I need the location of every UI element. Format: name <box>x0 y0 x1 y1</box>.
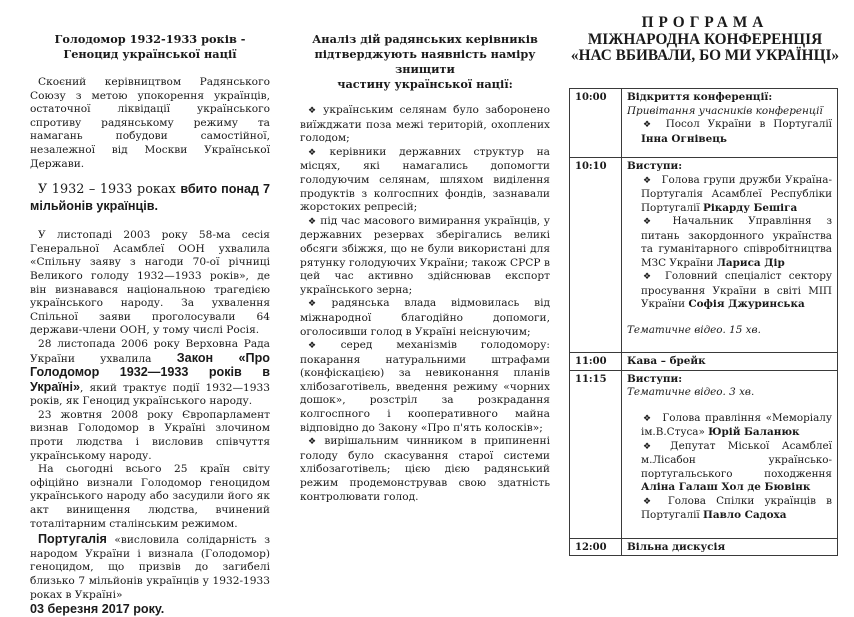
event-cell <box>622 158 838 353</box>
list-item <box>300 104 550 146</box>
list-item <box>300 146 550 215</box>
table-row <box>570 370 838 538</box>
event-cell <box>622 370 838 538</box>
victims-paragraph <box>30 181 270 215</box>
left-column <box>30 0 270 617</box>
speaker-role: Голова правління «Меморіалу ім.В.Стуса» <box>641 411 832 438</box>
time-cell: 12:00 <box>570 538 622 556</box>
speaker-item <box>641 270 832 312</box>
victims-prefix: У 1932 – 1933 роках <box>38 182 181 198</box>
speaker-role: Депутат Міської Асамблеї м.Лісабон українсько-португальського походження <box>641 439 832 480</box>
diamond-bullet-icon: ❖ <box>643 175 652 186</box>
speaker-item <box>641 215 832 270</box>
diamond-bullet-icon: ❖ <box>643 441 661 452</box>
event-title: Кава – брейк <box>627 355 706 367</box>
list-item <box>300 215 550 298</box>
holodomor-heading <box>30 32 270 62</box>
list-item-text: під час масового вимирання українців, у державних резервах зберігались великі обсяги збіжжя, що не були використані для рятунку голодуючих України; також СРСР в цей час активно здійснював експорт українського зерна; <box>300 214 550 296</box>
table-row <box>570 538 838 556</box>
portugal-text: «висловила солідарність з народом України і визнала (Голодомор) геноцидом, що призвів до загибелі близько 7 мільйонів українців у 1932-1933 роках в Україні» <box>30 534 270 601</box>
europarliament-paragraph: 23 жовтня 2008 року Європарламент визнав Голодомор в Україні злочином проти людства і висловив співчуття українському народу. <box>30 408 270 462</box>
table-row <box>570 89 838 158</box>
event-cell <box>622 353 838 371</box>
event-title: Відкриття конференції: <box>627 91 773 103</box>
portugal-date: 03 березня 2017 року. <box>30 602 165 617</box>
list-item <box>300 339 550 435</box>
countries-paragraph: На сьогодні всього 25 країн світу офіційно визнали Голодомор геноцидом українського народу або засудили його як акт винищення людства, вчинений тоталітарним сталінським режимом. <box>30 463 270 530</box>
un-paragraph: У листопаді 2003 року 58-ма сесія Генеральної Асамблеї ООН ухвалила «Спільну заяву з нагоди 70-ої річниці Великого голоду 1932—1933 років», де він визнавався національною трагедією українського народу. За ухвалення Спільної заяви проголосували 64 держави-члени ООН, у тому числі Росія. <box>30 229 270 337</box>
list-item-text: керівники державних структур на місцях, які намагались допомогти голодуючим селянам, шляхом виділення продуктів з колгоспних фондів, зазнавали жорстоких репресій; <box>300 145 550 214</box>
event-cell <box>622 538 838 556</box>
list-item-text: українським селянам було заборонено виїжджати поза межі територій, охоплених голодом; <box>300 104 550 145</box>
speaker-role: Головний спеціаліст сектору просування України в світі МІП України <box>641 270 832 310</box>
table-row <box>570 353 838 371</box>
list-item-text: вирішальним чинником в припиненні голоду було скасування старої системи хлібозаготівель; цією дією радянський режим продемонстрував свою здатність контролювати голод. <box>300 435 550 503</box>
video-note: Тематичне відео. 15 хв. <box>627 323 761 336</box>
middle-column <box>300 0 550 504</box>
list-item <box>300 297 550 339</box>
heading-line: Геноцид української нації <box>63 47 237 61</box>
time-cell: 10:00 <box>570 89 622 158</box>
diamond-bullet-icon: ❖ <box>643 272 656 282</box>
diamond-bullet-icon: ❖ <box>643 120 656 130</box>
speaker-role: Голова Спілки українців в Португалії <box>641 494 832 521</box>
diamond-bullet-icon: ❖ <box>643 496 658 507</box>
diamond-bullet-icon: ❖ <box>308 106 320 116</box>
speaker-item <box>641 118 832 146</box>
event-title: Виступи: <box>627 372 683 385</box>
program-column <box>565 0 845 553</box>
event-title: Виступи: <box>627 160 683 172</box>
diamond-bullet-icon: ❖ <box>308 216 317 227</box>
portugal-label: Португалія <box>38 532 107 547</box>
victims-count: вбито понад 7 мільйонів українців. <box>30 182 270 214</box>
event-subtitle: Тематичне відео. 3 хв. <box>627 386 755 398</box>
time-cell: 10:10 <box>570 158 622 353</box>
program-table <box>569 88 838 556</box>
heading-line: підтверджують наявність наміру знищити <box>314 47 536 76</box>
diamond-bullet-icon: ❖ <box>308 147 326 158</box>
speaker-item <box>641 440 832 495</box>
conference-name: «НАС ВБИВАЛИ, БО МИ УКРАЇНЦІ» <box>570 47 840 64</box>
speaker-name: Юрій Баланюк <box>708 426 800 438</box>
speaker-name: Рікарду Бешіга <box>703 201 798 214</box>
table-row <box>570 158 838 353</box>
list-item-text: серед механізмів голодомору: покарання натуральними штрафами (конфіскацією) за невиконання планів хлібозаготівель, введення режиму «чорних дошок», розстріл за розкрадання колгоспного і кооперативного майна відповідно до Закону «Про п'ять колосків»; <box>300 339 550 434</box>
rada-prefix: 28 листопада 2006 року Верховна Рада України ухвалила <box>30 337 270 365</box>
speaker-name: Павло Садоха <box>703 509 787 521</box>
speaker-name: Лариса Дір <box>716 256 785 269</box>
event-title: Вільна дискусія <box>627 540 726 553</box>
heading-line: Аналіз дій радянських керівників <box>312 32 538 46</box>
heading-line: частину української нації: <box>337 77 513 91</box>
event-cell <box>622 89 838 158</box>
speaker-item <box>641 495 832 523</box>
diamond-bullet-icon: ❖ <box>308 437 321 448</box>
list-item <box>300 435 550 504</box>
speaker-role: Голова групи дружби Україна-Португалія Асамблеї Республіки Португалії <box>641 173 832 214</box>
speaker-name: Софія Джуринська <box>688 298 805 310</box>
intro-paragraph: Скоєний керівництвом Радянського Союзу з метою упокорення українців, остаточної ліквідації українського спротиву радянському режиму та намагань побудови самостійної, незалежної від Москви Української Держави. <box>30 76 270 170</box>
program-title <box>565 15 845 65</box>
analysis-heading <box>300 32 550 92</box>
heading-line: Голодомор 1932-1933 років - <box>54 32 246 46</box>
speaker-role: Посол України в Португалії <box>665 118 832 130</box>
diamond-bullet-icon: ❖ <box>643 217 663 227</box>
speaker-name: Аліна Галаш Хол де Бювінк <box>641 481 811 493</box>
rada-paragraph <box>30 338 270 409</box>
diamond-bullet-icon: ❖ <box>308 341 337 352</box>
conference-type: МІЖНАРОДНА КОНФЕРЕНЦІЯ <box>587 30 823 48</box>
speaker-item <box>641 412 832 440</box>
speaker-name: Інна Огнівець <box>641 132 727 145</box>
event-subtitle: Привітання учасників конференції <box>627 104 823 117</box>
diamond-bullet-icon: ❖ <box>308 299 328 310</box>
program-heading: ПРОГРАМА <box>641 14 769 31</box>
diamond-bullet-icon: ❖ <box>643 413 653 424</box>
time-cell: 11:15 <box>570 370 622 538</box>
time-cell: 11:00 <box>570 353 622 371</box>
list-item-text: радянська влада відмовилась від міжнародної благодійно допомоги, оголосивши голод в Україні неіснуючим; <box>300 297 550 338</box>
law-title: Закон «Про Голодомор 1932—1933 років в Україні» <box>30 350 270 394</box>
speaker-item <box>641 174 832 216</box>
speaker-role: Начальник Управління з питань закордонного українства та гуманітарного співробітництва МЗС України <box>641 215 832 269</box>
analysis-list <box>300 104 550 504</box>
rada-suffix: , який трактує події 1932—1933 років, як Геноцид українського народу. <box>30 381 270 408</box>
portugal-paragraph <box>30 533 270 602</box>
